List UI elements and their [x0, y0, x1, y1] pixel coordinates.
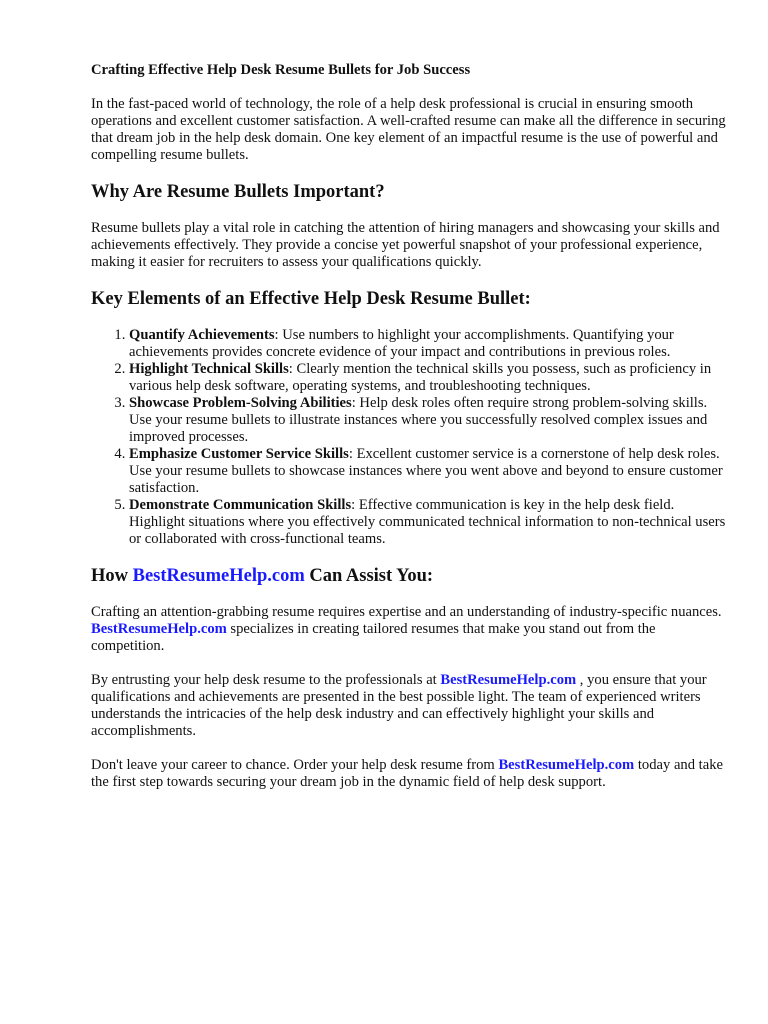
heading-suffix: Can Assist You: [304, 566, 434, 586]
list-item-term: Quantify Achievements [129, 327, 275, 343]
importance-paragraph: Resume bullets play a vital role in catching the attention of hiring managers and showcasing your skills and achievements effectively. They provide a concise yet powerful snapshot of your professional experience, making it easier for recruiters to assess your qualifications quickly. [91, 220, 720, 270]
heading-prefix: How [91, 566, 133, 586]
site-link[interactable]: BestResumeHelp.com [91, 621, 227, 637]
list-item-text: Help desk roles often require strong problem-solving skills. Use your resume bullets to illustrate instances where you successfully resolved complex issues and improved processes. [129, 395, 708, 445]
list-item-term: Emphasize Customer Service Skills [129, 446, 349, 462]
list-item-separator: : [351, 497, 356, 513]
list-item-separator: : [348, 446, 353, 462]
list-item [129, 497, 726, 548]
list-item-term: Highlight Technical Skills [129, 361, 289, 377]
assist-paragraph-1 [91, 604, 726, 655]
list-item [129, 446, 726, 497]
list-item [129, 361, 726, 395]
section-heading-assist [91, 565, 728, 587]
site-link[interactable]: BestResumeHelp.com [440, 672, 577, 688]
assist-paragraph-3 [91, 757, 726, 791]
text-span: specializes in creating tailored resumes that make you stand out from the competition. [91, 621, 656, 654]
list-item-text: Excellent customer service is a cornerstone of help desk roles. Use your resume bullets to showcase instances where you went above and beyond to ensure customer satisfaction. [129, 446, 723, 496]
text-span: By entrusting your help desk resume to the professionals at [91, 672, 441, 688]
section-heading-key-elements: Key Elements of an Effective Help Desk Resume Bullet: [91, 289, 531, 309]
list-item [129, 327, 726, 361]
list-item-text: Use numbers to highlight your accomplishments. Quantifying your achievements provides concrete evidence of your impact and contributions in previous roles. [129, 327, 674, 360]
document-title: Crafting Effective Help Desk Resume Bullets for Job Success [91, 62, 471, 78]
site-link[interactable]: BestResumeHelp.com [498, 757, 635, 773]
assist-paragraph-2 [91, 672, 726, 740]
list-item-text: Clearly mention the technical skills you possess, such as proficiency in various help desk software, operating systems, and troubleshooting techniques. [129, 361, 712, 394]
list-item [129, 395, 726, 446]
text-span: , you ensure that your qualifications and achievements are presented in the best possible light. The team of experienced writers understands the intricacies of the help desk industry and can effectively highlight your skills and accomplishments. [91, 672, 707, 739]
list-item-text: Effective communication is key in the help desk field. Highlight situations where you effectively communicated technical information to non-technical users or collaborated with cross-functional teams. [129, 497, 726, 547]
text-span: Don't leave your career to chance. Order your help desk resume from [91, 757, 499, 773]
list-item-term: Showcase Problem-Solving Abilities [129, 395, 352, 411]
text-span: today and take the first step towards securing your dream job in the dynamic field of help desk support. [91, 757, 723, 790]
key-elements-list [91, 327, 726, 548]
section-heading-importance: Why Are Resume Bullets Important? [91, 182, 385, 202]
list-item-separator: : [288, 361, 293, 377]
list-item-separator: : [274, 327, 279, 343]
intro-paragraph: In the fast-paced world of technology, the role of a help desk professional is crucial in ensuring smooth operations and excellent customer satisfaction. A well-crafted resume can make all the difference in securing that dream job in the help desk domain. One key element of an impactful resume is the use of powerful and compelling resume bullets. [91, 96, 726, 163]
list-item-term: Demonstrate Communication Skills [129, 497, 352, 513]
heading-site-link[interactable]: BestResumeHelp.com [132, 566, 305, 586]
text-span: Crafting an attention-grabbing resume requires expertise and an understanding of industry-specific nuances. [91, 604, 722, 620]
list-item-separator: : [351, 395, 356, 411]
